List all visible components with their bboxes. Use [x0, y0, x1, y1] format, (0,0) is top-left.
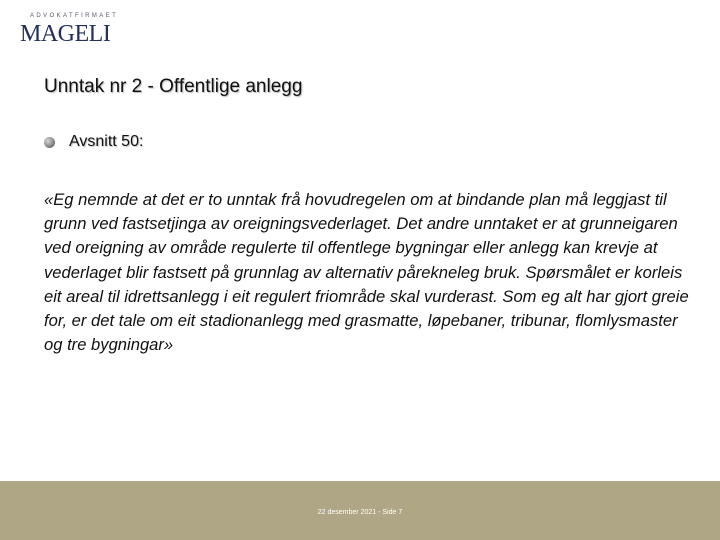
bullet-label: Avsnitt 50: — [69, 133, 144, 150]
logo-name: MAGELI — [20, 21, 111, 47]
quote-text: «Eg nemnde at det er to unntak frå hovudregelen om at bindande plan må leggjast til grunn ved fastsetjinga av oreigningsvederlaget. Det andre unntaket er at grunneigaren ved oreigning av område regulerte til offentlege bygningar eller anlegg kan krevje at vederlaget blir fastsett på grunnlag av alternativ pårekneleg bruk. Spørsmålet er korleis eit areal til idrettsanlegg i eit regulert friområde skal vurderast. Som eg alt har gjort greie for, er det tale om eit stadionanlegg med grasmatte, løpebaner, tribunar, flomlysmaster og tre bygningar» — [44, 190, 689, 355]
company-logo — [20, 12, 118, 46]
bullet-item — [44, 133, 143, 151]
footer-date-page: 22 desember 2021 - Side 7 — [317, 509, 403, 516]
slide-title: Unntak nr 2 - Offentlige anlegg — [44, 76, 303, 97]
bullet-icon — [44, 137, 55, 148]
footer-band — [0, 481, 720, 540]
logo-tagline: ADVOKATFIRMAET — [30, 13, 119, 19]
